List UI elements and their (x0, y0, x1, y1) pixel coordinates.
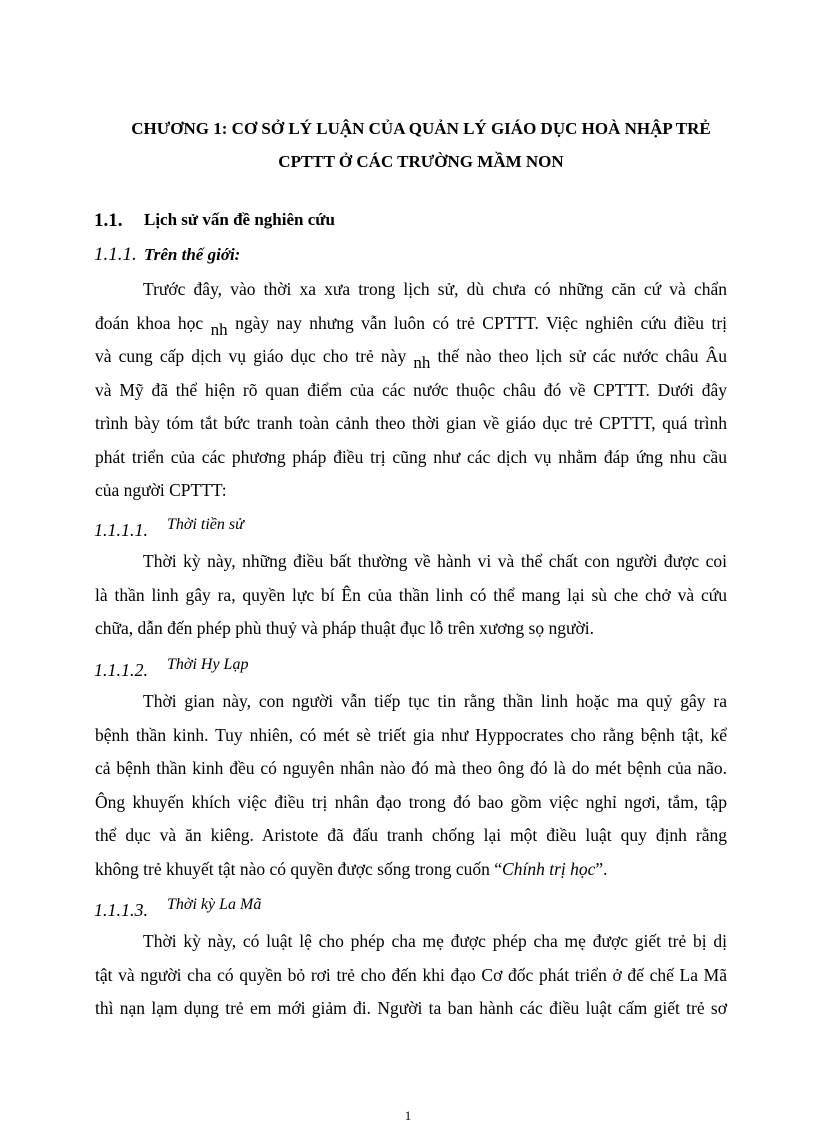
text-line (95, 853, 727, 887)
text-fragment: nh (210, 319, 228, 339)
section-heading-1-1-1-2 (94, 656, 249, 681)
text-line: phát triển của các phương pháp điều trị cũng như các dịch vụ nhằm đáp ứng nhu cầu (95, 446, 727, 467)
text-line: Thời kỳ này, những điều bất thường về hành vi và thể chất con người được coi (143, 551, 727, 571)
section-title: Trên thế giới: (144, 245, 241, 264)
text-line: cả bệnh thần kinh đều có nguyên nhân nào đó mà theo ông đó là do mét bệnh của não. (95, 758, 727, 778)
text-line: Ông khuyến khích việc điều trị nhân đạo trong đó bao gồm việc nghỉ ngơi, tắm, tập (95, 791, 727, 812)
paragraph-intro (95, 273, 727, 508)
text-line: thì nạn lạm dụng trẻ em mới giảm đi. Người ta ban hành các điều luật cấm giết trẻ sơ (95, 998, 727, 1018)
section-heading-1-1-1-3 (94, 896, 262, 921)
section-heading-1-1-1-1 (94, 516, 244, 541)
paragraph-prehistoric (95, 545, 727, 646)
text-line (95, 340, 727, 374)
text-line: của người CPTTT: (95, 480, 227, 500)
book-title: Chính trị học (502, 858, 596, 879)
paragraph-roman (95, 925, 727, 1026)
section-heading-1-1 (94, 210, 335, 232)
section-title: Lịch sử vấn đề nghiên cứu (144, 210, 335, 229)
text-fragment: nh (413, 353, 431, 372)
section-number: 1.1. (94, 210, 123, 231)
text-line: bệnh thần kinh. Tuy nhiên, có mét sè triết gia như Hyppocrates cho rằng bệnh tật, kể (95, 724, 727, 745)
text-line: là thần linh gây ra, quyền lực bí Ên của thần linh có thể mang lại sù che chở và cứu (95, 584, 727, 605)
section-title: Thời kỳ La Mã (167, 896, 262, 913)
section-title: Thời tiền sử (167, 516, 244, 533)
text-segment: ngày nay nhưng vẫn luôn có trẻ CPTTT. Việc nghiên cứu điều trị (235, 312, 728, 333)
section-number: 1.1.1.1. (94, 520, 148, 540)
chapter-title-line-2: CPTTT Ở CÁC TRƯỜNG MẦM NON (278, 152, 564, 171)
text-line: Thời kỳ này, có luật lệ cho phép cha mẹ được phép cha mẹ được giết trẻ bị dị (143, 931, 727, 951)
section-heading-1-1-1 (94, 244, 241, 266)
text-line (95, 307, 727, 341)
text-line: tật và người cha có quyền bỏ rơi trẻ cho đến khi đạo Cơ đốc phát triển ở đế chế La Mã (95, 964, 727, 985)
text-segment: không trẻ khuyết tật nào có quyền được sống trong cuốn “ (95, 858, 503, 879)
section-number: 1.1.1. (94, 244, 137, 265)
text-line: thể dục và ăn kiêng. Aristote đã đấu tranh chống lại một điều luật quy định rằng (95, 825, 727, 845)
text-line: Thời gian này, con người vẫn tiếp tục tin rằng thần linh hoặc ma quỷ gây ra (143, 691, 727, 711)
chapter-title-line-1: CHƯƠNG 1: CƠ SỞ LÝ LUẬN CỦA QUẢN LÝ GIÁO DỤC HOÀ NHẬP TRẺ (131, 119, 711, 138)
text-line: trình bày tóm tắt bức tranh toàn cảnh theo thời gian về giáo dục trẻ CPTTT, quá trình (95, 413, 727, 433)
text-line: chữa, dẫn đến phép phù thuỷ và pháp thuật đục lỗ trên xương sọ người. (95, 618, 594, 638)
section-title: Thời Hy Lạp (167, 656, 249, 673)
text-segment: đoán khoa học (95, 312, 204, 333)
section-number: 1.1.1.2. (94, 660, 148, 680)
section-number: 1.1.1.3. (94, 900, 148, 920)
text-segment: và cung cấp dịch vụ giáo dục cho trẻ này (95, 346, 407, 366)
text-segment: ”. (595, 858, 608, 879)
paragraph-greek (95, 685, 727, 886)
text-segment: thế nào theo lịch sử các nước châu Âu (437, 346, 728, 366)
text-line: Trước đây, vào thời xa xưa trong lịch sử, dù chưa có những căn cứ và chẩn (143, 279, 727, 299)
page-number: 1 (404, 1108, 412, 1123)
text-line: và Mỹ đã thể hiện rõ quan điểm của các nước thuộc châu đó về CPTTT. Dưới đây (95, 379, 727, 400)
